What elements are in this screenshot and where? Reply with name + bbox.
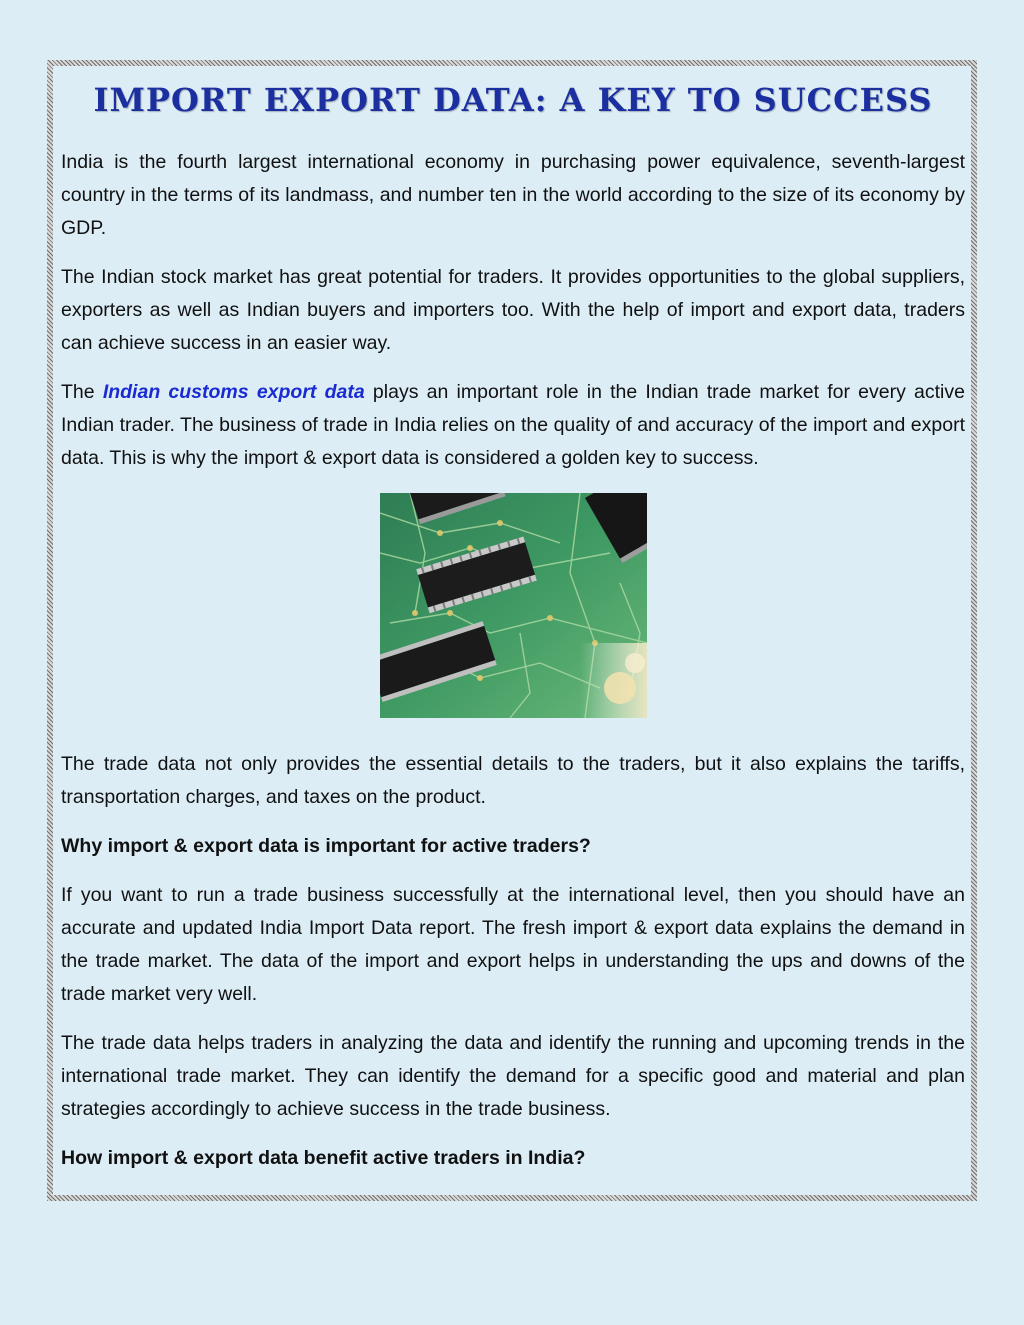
paragraph-text: plays an important role in the Indian trade market for every active Indian trader. The business of trade in India relies on the quality of and accuracy of the import and export data. This is why the import & export data is considered a golden key to success. [61,381,965,469]
paragraph-analyzing-trends: The trade data helps traders in analyzing the data and identify the running and upcoming trends in the international trade market. They can identify the demand for a specific good and material and plan strategies accordingly to achieve success in the trade business. [61,1032,965,1120]
page-title: IMPORT EXPORT DATA: A KEY TO SUCCESS [93,81,933,119]
paragraph-trade-data-details: The trade data not only provides the essential details to the traders, but it also explains the tariffs, transportation charges, and taxes on the product. [61,753,965,808]
paragraph-stock-market: The Indian stock market has great potential for traders. It provides opportunities to the global suppliers, exporters as well as Indian buyers and importers too. With the help of import and export data, traders can achieve success in an easier way. [61,266,965,354]
indian-customs-export-data-link[interactable]: Indian customs export data [102,381,365,403]
paragraph-intro: India is the fourth largest international economy in purchasing power equivalence, seventh-largest country in the terms of its landmass, and number ten in the world according to the size of its economy by GDP. [61,151,965,239]
document-body [61,80,965,1191]
paragraph-customs-data [61,376,965,475]
circuit-board-image [380,493,647,718]
section-heading-why-important: Why import & export data is important for active traders? [61,835,591,857]
paragraph-text: The [61,381,103,403]
section-heading-how-benefit: How import & export data benefit active traders in India? [61,1147,586,1169]
paragraph-run-trade-business: If you want to run a trade business successfully at the international level, then you should have an accurate and updated India Import Data report. The fresh import & export data explains the demand in the trade market. The data of the import and export helps in understanding the ups and downs of the trade market very well. [61,884,965,1005]
page-frame [47,60,977,1201]
